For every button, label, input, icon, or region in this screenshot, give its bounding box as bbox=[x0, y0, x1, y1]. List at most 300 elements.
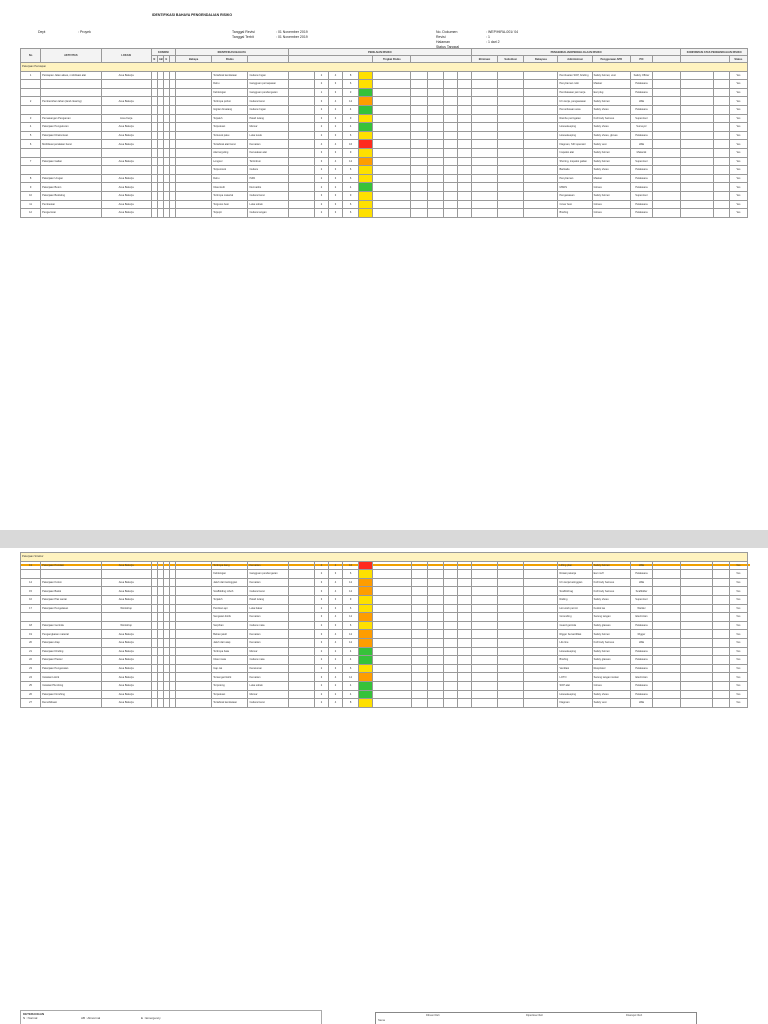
row-lokasi: Area Bekerja bbox=[101, 71, 151, 80]
row-status: Yes bbox=[729, 140, 747, 149]
col-kondisi: KONDISI bbox=[151, 49, 175, 56]
table-row bbox=[21, 656, 748, 665]
table-row bbox=[21, 699, 748, 708]
row-no bbox=[21, 613, 41, 622]
row-pic: Surveyor bbox=[630, 123, 652, 132]
signature-col: Disetujui Oleh bbox=[626, 1014, 643, 1017]
row-bahaya: Terpeleset bbox=[212, 123, 248, 132]
row-bahaya: Iritasi kulit bbox=[212, 183, 248, 192]
row-no: 13 bbox=[21, 561, 41, 570]
row-lokasi: Area Bekerja bbox=[101, 191, 151, 200]
row-bahaya: Percikan api bbox=[212, 604, 248, 613]
row-aktivitas bbox=[41, 613, 101, 622]
row-bahaya: Terjatuh bbox=[212, 114, 248, 123]
row-pic: Pelaksana bbox=[630, 200, 652, 209]
row-bahaya: Jatuh dari atap bbox=[212, 638, 248, 647]
row-aktivitas: Pembersihan lahan (land clearing) bbox=[41, 97, 101, 106]
table-row bbox=[21, 673, 748, 682]
table-row bbox=[21, 587, 748, 596]
row-no: 26 bbox=[21, 690, 41, 699]
row-aktivitas: Pekerjaan Pengecatan bbox=[41, 664, 101, 673]
row-risiko: Cedera ringan bbox=[248, 71, 288, 80]
row-lokasi: Area Bekerja bbox=[101, 209, 151, 218]
row-status: Yes bbox=[729, 656, 747, 665]
table-row bbox=[21, 647, 748, 656]
row-status: Yes bbox=[729, 621, 747, 630]
row-bahaya: Longsor bbox=[212, 157, 248, 166]
risk-level-cell bbox=[359, 630, 373, 639]
row-n2: 3 bbox=[328, 621, 342, 630]
row-no: 2 bbox=[21, 97, 41, 106]
revision-value: : 1 bbox=[486, 35, 490, 39]
row-n1: 3 bbox=[314, 114, 328, 123]
row-t1: 4 bbox=[343, 647, 359, 656]
row-apd: Safety vest bbox=[592, 140, 630, 149]
row-apd: Sarung tangan isolasi bbox=[592, 673, 630, 682]
table-row bbox=[21, 664, 748, 673]
row-pic: Pelaksana bbox=[630, 183, 652, 192]
row-no: 24 bbox=[21, 673, 41, 682]
row-bahaya: Kebisingan bbox=[212, 570, 248, 579]
row-status: Yes bbox=[729, 148, 747, 157]
row-t1: 6 bbox=[343, 570, 359, 579]
row-status: Yes bbox=[729, 183, 747, 192]
risk-level-cell bbox=[359, 570, 373, 579]
row-aktivitas: Pekerjaan Atap bbox=[41, 638, 101, 647]
doc-number-label: No. Dokumen bbox=[436, 30, 458, 34]
row-status: Yes bbox=[729, 613, 747, 622]
row-status: Yes bbox=[729, 105, 747, 114]
row-administrasi: Pemeriksaan area bbox=[558, 105, 592, 114]
row-aktivitas: Instalasi Listrik bbox=[41, 673, 101, 682]
row-administrasi: Scaffold tag bbox=[558, 587, 592, 596]
row-pic: Pelaksana bbox=[630, 690, 652, 699]
row-pic: Welder bbox=[630, 604, 652, 613]
legend-item: E : Emergency bbox=[141, 1016, 161, 1020]
row-pic: Electrician bbox=[630, 673, 652, 682]
row-risiko: Memar bbox=[248, 690, 288, 699]
row-no bbox=[21, 148, 41, 157]
col-bahaya: Bahaya bbox=[175, 56, 211, 63]
row-pic: Scaffolder bbox=[630, 587, 652, 596]
row-administrasi: Housekeeping bbox=[558, 131, 592, 140]
row-bahaya: Tertimpa bata bbox=[212, 647, 248, 656]
row-pic: HSE bbox=[630, 561, 652, 570]
revision-label: Revisi bbox=[436, 35, 446, 39]
table-row bbox=[21, 578, 748, 587]
table-row bbox=[21, 621, 748, 630]
row-aktivitas: Pekerjaan Kolom bbox=[41, 578, 101, 587]
row-pic: Supervisor bbox=[630, 114, 652, 123]
row-pic: Pelaksana bbox=[630, 681, 652, 690]
row-no: 11 bbox=[21, 200, 41, 209]
row-risiko: Cedera berat bbox=[248, 699, 288, 708]
row-pic: Pelaksana bbox=[630, 621, 652, 630]
row-status: Yes bbox=[729, 638, 747, 647]
row-bahaya: Terjepit bbox=[212, 209, 248, 218]
row-n2: 4 bbox=[328, 97, 342, 106]
row-n2: 3 bbox=[328, 114, 342, 123]
row-t1: 6 bbox=[343, 166, 359, 175]
section-heading-2: Pekerjaan Struktur bbox=[21, 553, 748, 562]
row-n1: 3 bbox=[314, 673, 328, 682]
row-administrasi: Rambu peringatan bbox=[558, 114, 592, 123]
row-administrasi: Housekeeping bbox=[558, 690, 592, 699]
row-bahaya: Tertimpa material bbox=[212, 191, 248, 200]
row-aktivitas: Demobilisasi bbox=[41, 699, 101, 708]
table-row bbox=[21, 166, 748, 175]
risk-level-cell bbox=[359, 595, 373, 604]
row-no: 25 bbox=[21, 681, 41, 690]
row-apd: Sarung tangan bbox=[592, 613, 630, 622]
row-administrasi: Briefing bbox=[558, 656, 592, 665]
row-t1: 12 bbox=[343, 587, 359, 596]
col-ab: AB bbox=[158, 57, 163, 61]
col-identifikasi: IDENTIFIKASI BAHAYA bbox=[175, 49, 288, 56]
row-n1: 3 bbox=[314, 595, 328, 604]
row-no bbox=[21, 105, 41, 114]
row-risiko: Gangguan pernapasan bbox=[248, 80, 288, 89]
row-t1: 12 bbox=[343, 613, 359, 622]
row-bahaya: Tertimpa pohon bbox=[212, 97, 248, 106]
row-t1: 6 bbox=[343, 80, 359, 89]
row-n2: 4 bbox=[328, 630, 342, 639]
row-risiko: Luka bakar bbox=[248, 604, 288, 613]
table-row bbox=[21, 148, 748, 157]
row-t1: 4 bbox=[343, 681, 359, 690]
row-lokasi: Area Bekerja bbox=[101, 699, 151, 708]
row-status: Yes bbox=[729, 131, 747, 140]
row-no: 23 bbox=[21, 664, 41, 673]
row-lokasi: Workshop bbox=[101, 621, 151, 630]
row-bahaya: Terpotong bbox=[212, 681, 248, 690]
row-n1: 3 bbox=[314, 578, 328, 587]
row-no: 7 bbox=[21, 157, 41, 166]
row-bahaya: Debu bbox=[212, 80, 248, 89]
row-lokasi: Area Bekerja bbox=[101, 131, 151, 140]
row-n1: 2 bbox=[314, 604, 328, 613]
row-risiko: Cedera tangan bbox=[248, 209, 288, 218]
row-pic: Pelaksana bbox=[630, 131, 652, 140]
row-apd: Safety helmet bbox=[592, 148, 630, 157]
row-lokasi: Area Bekerja bbox=[101, 673, 151, 682]
risk-level-cell bbox=[359, 613, 373, 622]
row-pic: Pelaksana bbox=[630, 166, 652, 175]
col-risiko: Risiko bbox=[212, 56, 248, 63]
signature-block bbox=[375, 1012, 697, 1024]
row-lokasi bbox=[101, 570, 151, 579]
row-pic: Rigger bbox=[630, 630, 652, 639]
row-t1: 4 bbox=[343, 123, 359, 132]
row-apd: Safety vest bbox=[592, 699, 630, 708]
row-aktivitas: Pekerjaan Dinding bbox=[41, 647, 101, 656]
row-apd: Gloves bbox=[592, 200, 630, 209]
row-bahaya: Jatuh dari ketinggian bbox=[212, 578, 248, 587]
row-aktivitas: Instalasi Plumbing bbox=[41, 681, 101, 690]
risk-level-cell bbox=[359, 131, 373, 140]
row-aktivitas: Pekerjaan Urugan bbox=[41, 174, 101, 183]
row-apd: Safety helmet bbox=[592, 157, 630, 166]
row-aktivitas: Pekerjaan Direksi keet bbox=[41, 131, 101, 140]
row-pic: Pelaksana bbox=[630, 664, 652, 673]
row-lokasi: Area Kerja bbox=[101, 114, 151, 123]
row-risiko: Kematian bbox=[248, 613, 288, 622]
row-t1: 4 bbox=[343, 105, 359, 114]
row-t1: 6 bbox=[343, 604, 359, 613]
row-apd: Safety glasses bbox=[592, 656, 630, 665]
row-n1: 3 bbox=[314, 587, 328, 596]
row-no: 6 bbox=[21, 140, 41, 149]
row-status: Yes bbox=[729, 123, 747, 132]
table-row bbox=[21, 88, 748, 97]
table-row bbox=[21, 157, 748, 166]
row-no: 15 bbox=[21, 587, 41, 596]
risk-level-cell bbox=[359, 148, 373, 157]
col-penilaian: PENILAIAN RISIKO bbox=[288, 49, 471, 56]
row-lokasi: Area Bekerja bbox=[101, 123, 151, 132]
row-bahaya: Serpihan bbox=[212, 621, 248, 630]
row-n2: 2 bbox=[328, 681, 342, 690]
signature-row-label: Nama bbox=[378, 1019, 385, 1022]
row-aktivitas: Pengecoran bbox=[41, 209, 101, 218]
hira-table-page-2 bbox=[20, 552, 748, 708]
row-no bbox=[21, 166, 41, 175]
row-status: Yes bbox=[729, 630, 747, 639]
col-substitusi: Substitusi bbox=[498, 56, 524, 63]
row-bahaya: Terpeleset bbox=[212, 690, 248, 699]
row-lokasi: Area Bekerja bbox=[101, 681, 151, 690]
row-n2: 3 bbox=[328, 604, 342, 613]
row-administrasi: Pembatasan jam kerja bbox=[558, 88, 592, 97]
document-title: IDENTIFIKASI BAHAYA PENGENDALIAN RISIKO bbox=[152, 13, 233, 17]
row-n1: 2 bbox=[314, 690, 328, 699]
row-status: Yes bbox=[729, 604, 747, 613]
row-n2: 3 bbox=[328, 166, 342, 175]
row-n1: 2 bbox=[314, 209, 328, 218]
row-risiko: Kematian bbox=[248, 673, 288, 682]
row-no: 16 bbox=[21, 595, 41, 604]
risk-level-cell bbox=[359, 604, 373, 613]
row-pic: Pelaksana bbox=[630, 209, 652, 218]
table-row bbox=[21, 604, 748, 613]
row-no bbox=[21, 80, 41, 89]
row-lokasi bbox=[101, 166, 151, 175]
row-risiko: Memar bbox=[248, 123, 288, 132]
row-risiko: Cedera mata bbox=[248, 621, 288, 630]
row-lokasi: Area Bekerja bbox=[101, 630, 151, 639]
section-heading: Pekerjaan Persiapan bbox=[21, 63, 748, 72]
row-aktivitas: Pekerjaan Plester bbox=[41, 656, 101, 665]
row-administrasi: Briefing bbox=[558, 209, 592, 218]
row-risiko: Cedera berat bbox=[248, 97, 288, 106]
row-n1: 2 bbox=[314, 200, 328, 209]
row-t1: 6 bbox=[343, 174, 359, 183]
row-aktivitas: Pekerjaan Pengukuran bbox=[41, 123, 101, 132]
dept-label: Dept bbox=[38, 30, 46, 34]
row-n2: 3 bbox=[328, 174, 342, 183]
risk-level-cell bbox=[359, 123, 373, 132]
row-n2: 4 bbox=[328, 71, 342, 80]
row-no: 5 bbox=[21, 131, 41, 140]
row-pic: Pelaksana bbox=[630, 88, 652, 97]
row-apd: Safety shoes bbox=[592, 690, 630, 699]
row-t1: 6 bbox=[343, 209, 359, 218]
row-risiko: Kerusakan alat bbox=[248, 148, 288, 157]
row-t1: 9 bbox=[343, 595, 359, 604]
risk-level-cell bbox=[359, 80, 373, 89]
row-pic: HSE bbox=[630, 578, 652, 587]
table-row bbox=[21, 191, 748, 200]
risk-level-cell bbox=[359, 209, 373, 218]
row-n1: 2 bbox=[314, 80, 328, 89]
row-administrasi: Guard gerinda bbox=[558, 621, 592, 630]
row-status: Yes bbox=[729, 209, 747, 218]
risk-level-cell bbox=[359, 114, 373, 123]
row-apd: Safety helmet, vest bbox=[592, 71, 630, 80]
row-status: Yes bbox=[729, 673, 747, 682]
row-aktivitas: Pengangkatan material bbox=[41, 630, 101, 639]
row-n2: 3 bbox=[328, 80, 342, 89]
row-t1: 12 bbox=[343, 638, 359, 647]
row-aktivitas: Pekerjaan Beton bbox=[41, 183, 101, 192]
row-administrasi: Ventilasi bbox=[558, 664, 592, 673]
risk-level-cell bbox=[359, 166, 373, 175]
row-bahaya: Gigitan binatang bbox=[212, 105, 248, 114]
row-pic: Pelaksana bbox=[630, 570, 652, 579]
row-t1: 9 bbox=[343, 148, 359, 157]
row-apd: Ear plug bbox=[592, 88, 630, 97]
table-row bbox=[21, 123, 748, 132]
row-administrasi: Grounding bbox=[558, 613, 592, 622]
row-apd: Safety shoes bbox=[592, 123, 630, 132]
row-status: Yes bbox=[729, 166, 747, 175]
issue-date-label: Tanggal Terbit bbox=[232, 35, 254, 39]
row-administrasi: Izin kerja ketinggian bbox=[558, 578, 592, 587]
row-lokasi: Workshop bbox=[101, 604, 151, 613]
row-pic: Supervisor bbox=[630, 595, 652, 604]
row-apd: Gloves bbox=[592, 209, 630, 218]
row-aktivitas: Pekerjaan Pondasi bbox=[41, 561, 101, 570]
risk-level-cell bbox=[359, 561, 373, 570]
col-aktivitas: AKTIVITAS bbox=[41, 49, 101, 63]
row-pic: Pelaksana bbox=[630, 647, 652, 656]
col-rekayasa: Rekayasa bbox=[524, 56, 558, 63]
row-apd: Safety shoes, gloves bbox=[592, 131, 630, 140]
row-n1: 2 bbox=[314, 656, 328, 665]
row-no: 8 bbox=[21, 174, 41, 183]
row-n1: 2 bbox=[314, 570, 328, 579]
row-n1: 3 bbox=[314, 638, 328, 647]
col-konfirmasi: KONFIRMASI ATAS PENGENDALIAN RISIKO bbox=[681, 49, 748, 56]
row-aktivitas bbox=[41, 148, 101, 157]
row-status: Yes bbox=[729, 157, 747, 166]
row-bahaya: Tertabrak kendaraan bbox=[212, 71, 248, 80]
row-aktivitas: Pemasangan Pengaman bbox=[41, 114, 101, 123]
row-t1: 12 bbox=[343, 630, 359, 639]
row-aktivitas: Pekerjaan Galian bbox=[41, 157, 101, 166]
risk-level-cell bbox=[359, 699, 373, 708]
row-risiko: Kematian bbox=[248, 638, 288, 647]
risk-level-cell bbox=[359, 578, 373, 587]
row-aktivitas bbox=[41, 570, 101, 579]
row-n2: 2 bbox=[328, 105, 342, 114]
row-aktivitas bbox=[41, 166, 101, 175]
row-apd: Safety glasses bbox=[592, 621, 630, 630]
row-n2: 4 bbox=[328, 673, 342, 682]
row-administrasi: Barikade bbox=[558, 166, 592, 175]
row-pic: Electrician bbox=[630, 613, 652, 622]
row-t1: 12 bbox=[343, 673, 359, 682]
row-apd: Kedok las bbox=[592, 604, 630, 613]
row-lokasi bbox=[101, 80, 151, 89]
legend-item: N : Normal bbox=[23, 1016, 38, 1020]
row-aktivitas: Pekerjaan Finishing bbox=[41, 690, 101, 699]
risk-level-cell bbox=[359, 88, 373, 97]
row-pic: Pelaksana bbox=[630, 656, 652, 665]
row-pic: Supervisor bbox=[630, 157, 652, 166]
row-risiko: Kematian bbox=[248, 140, 288, 149]
row-status: Yes bbox=[729, 174, 747, 183]
row-pic: Supervisor bbox=[630, 191, 652, 200]
table-row bbox=[21, 97, 748, 106]
row-t1: 8 bbox=[343, 699, 359, 708]
row-n2: 3 bbox=[328, 148, 342, 157]
row-status: Yes bbox=[729, 587, 747, 596]
row-risiko: Cedera ringan bbox=[248, 105, 288, 114]
row-status: Yes bbox=[729, 570, 747, 579]
row-n2: 4 bbox=[328, 613, 342, 622]
table-row bbox=[21, 71, 748, 80]
row-lokasi: Area Bekerja bbox=[101, 200, 151, 209]
row-administrasi: Inspeksi alat bbox=[558, 148, 592, 157]
row-status: Yes bbox=[729, 664, 747, 673]
row-t1: 6 bbox=[343, 200, 359, 209]
row-lokasi: Area Bekerja bbox=[101, 647, 151, 656]
row-no: 19 bbox=[21, 630, 41, 639]
signature-col: Dibuat Oleh bbox=[426, 1014, 440, 1017]
risk-level-cell bbox=[359, 105, 373, 114]
row-n2: 4 bbox=[328, 561, 342, 570]
col-administrasi: Administrasi bbox=[558, 56, 592, 63]
row-bahaya: Scaffolding roboh bbox=[212, 587, 248, 596]
row-aktivitas: Pekerjaan Balok bbox=[41, 587, 101, 596]
table-row bbox=[21, 595, 748, 604]
row-administrasi: Life line bbox=[558, 638, 592, 647]
row-no: 17 bbox=[21, 604, 41, 613]
revision-date-label: Tanggal Revisi bbox=[232, 30, 255, 34]
row-lokasi bbox=[101, 88, 151, 97]
row-bahaya: Alat terguling bbox=[212, 148, 248, 157]
table-row bbox=[21, 630, 748, 639]
row-n1: 2 bbox=[314, 174, 328, 183]
row-aktivitas bbox=[41, 88, 101, 97]
row-status: Yes bbox=[729, 561, 747, 570]
row-t1: 3 bbox=[343, 88, 359, 97]
row-apd: Full body harness bbox=[592, 114, 630, 123]
row-aktivitas: Pekerjaan Pengelasan bbox=[41, 604, 101, 613]
revision-date-value: : 01 November 2019 bbox=[276, 30, 308, 34]
row-bahaya: Sengatan listrik bbox=[212, 613, 248, 622]
row-n2: 3 bbox=[328, 570, 342, 579]
risk-level-cell bbox=[359, 587, 373, 596]
table-row bbox=[21, 681, 748, 690]
page-count-value: : 1 dari 2 bbox=[486, 40, 500, 44]
row-administrasi: Cover besi bbox=[558, 200, 592, 209]
risk-level-cell bbox=[359, 97, 373, 106]
col-pengendalian: PENGENDALIAN/PENGELOLAAN RISIKO bbox=[471, 49, 680, 56]
table-row bbox=[21, 561, 748, 570]
row-n2: 3 bbox=[328, 131, 342, 140]
